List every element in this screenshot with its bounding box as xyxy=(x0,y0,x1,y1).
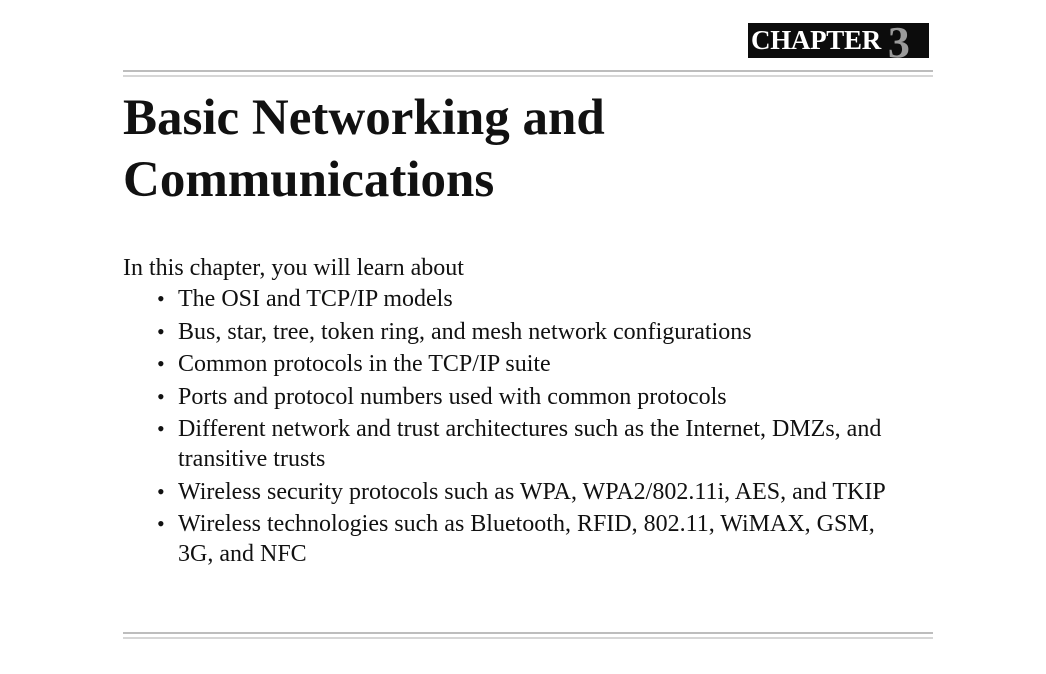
chapter-number: 3 xyxy=(887,23,910,58)
chapter-badge xyxy=(748,23,929,58)
objective-text: The OSI and TCP/IP models xyxy=(178,286,453,312)
bullet-icon: • xyxy=(157,383,165,409)
objective-item xyxy=(157,349,908,379)
objective-text: Common protocols in the TCP/IP suite xyxy=(178,351,551,377)
top-divider xyxy=(123,70,933,72)
objective-text: Bus, star, tree, token ring, and mesh network configurations xyxy=(178,318,752,345)
bullet-icon: • xyxy=(157,286,165,311)
objective-item xyxy=(157,414,908,474)
bottom-divider xyxy=(123,632,933,634)
bullet-icon: • xyxy=(157,416,165,441)
objective-text: Different network and trust architectures such as the Internet, DMZs, and transitive trusts xyxy=(178,416,882,472)
objectives-intro: In this chapter, you will learn about xyxy=(123,255,464,281)
chapter-title-line-1: Basic Networking and xyxy=(123,90,605,146)
objective-text: Wireless technologies such as Bluetooth, RFID, 802.11, WiMAX, GSM, 3G, and NFC xyxy=(178,511,875,567)
objective-item xyxy=(157,477,908,507)
chapter-title xyxy=(123,87,823,211)
objective-item xyxy=(157,317,908,347)
objective-text: Ports and protocol numbers used with common protocols xyxy=(178,383,727,410)
objectives-list xyxy=(157,284,908,572)
objective-item xyxy=(157,284,908,314)
bullet-icon: • xyxy=(157,511,165,536)
bottom-divider-secondary xyxy=(123,637,933,639)
chapter-title-line-2: Communications xyxy=(123,152,495,208)
bullet-icon: • xyxy=(157,318,165,344)
top-divider-secondary xyxy=(123,75,933,77)
bullet-icon: • xyxy=(157,478,165,504)
bullet-icon: • xyxy=(157,351,165,376)
objective-item xyxy=(157,382,908,412)
chapter-label: CHAPTER xyxy=(751,25,881,55)
objective-item xyxy=(157,509,908,569)
objective-text: Wireless security protocols such as WPA, WPA2/802.11i, AES, and TKIP xyxy=(178,478,886,505)
